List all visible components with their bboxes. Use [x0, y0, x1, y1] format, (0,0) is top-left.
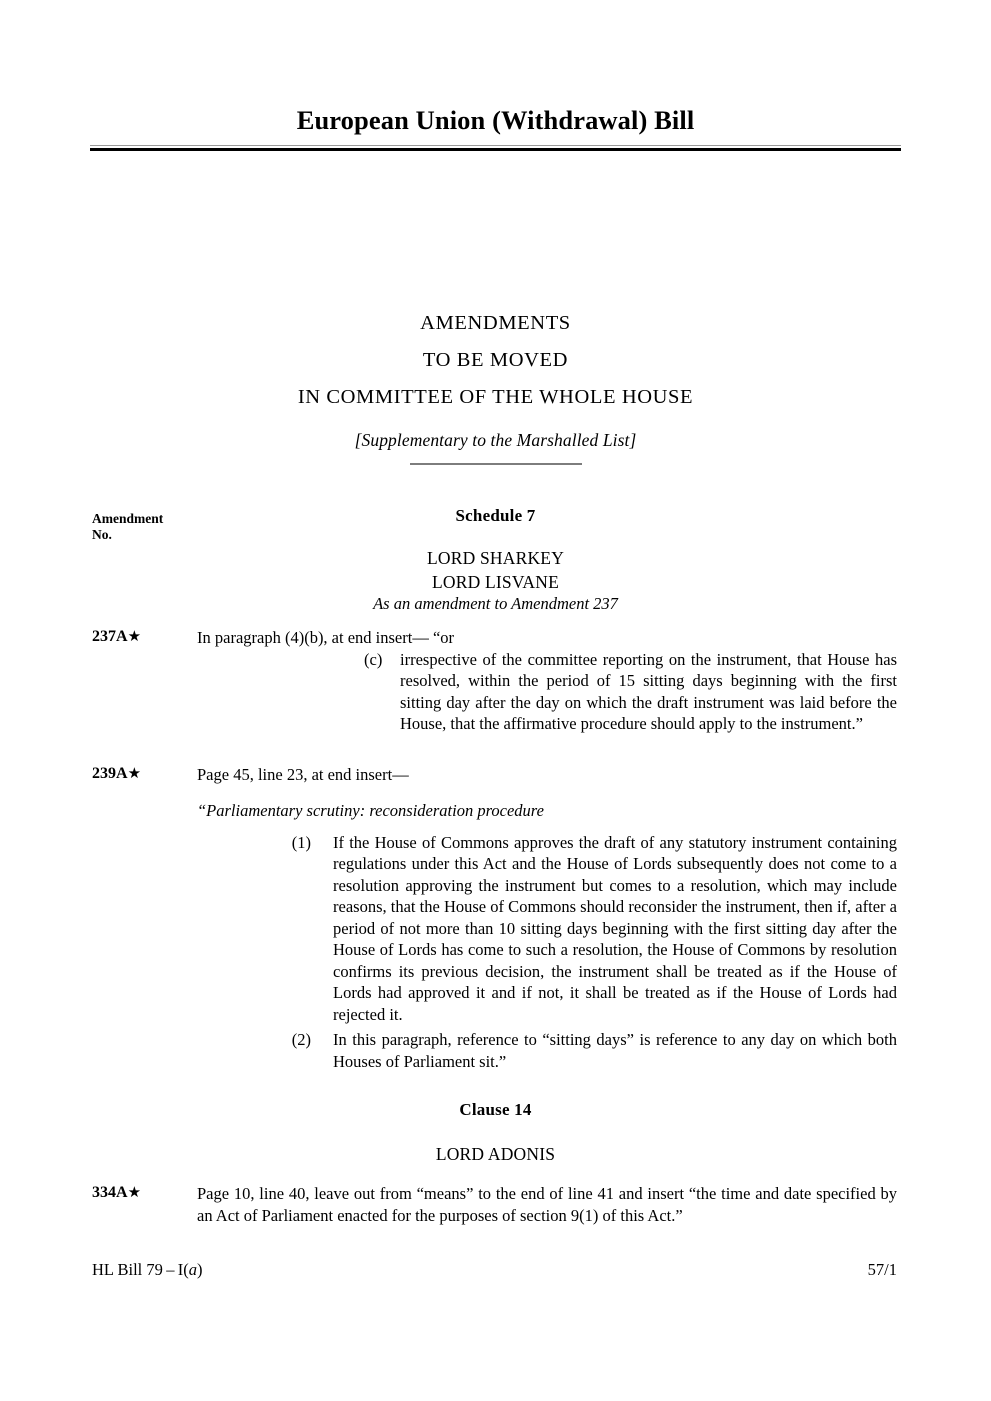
heading-subtitle: [Supplementary to the Marshalled List]	[354, 430, 637, 450]
amendment-no-label-line1: Amendment	[92, 511, 164, 526]
sub-paragraph-1	[265, 832, 897, 1026]
page-title: European Union (Withdrawal) Bill	[296, 105, 695, 135]
bill-reference-suffix: )	[197, 1260, 203, 1279]
sub-paragraph-marker: (1)	[291, 832, 311, 852]
sub-paragraph-2	[265, 1029, 897, 1072]
sponsors-schedule-7	[90, 546, 901, 614]
bill-reference-prefix: HL Bill 79 – I(	[92, 1260, 189, 1279]
amendment-number-239A	[92, 764, 187, 783]
section-divider	[410, 463, 582, 465]
amendment-entry-239A	[92, 764, 897, 1073]
section-heading-schedule-7	[90, 506, 901, 526]
amendment-number-334A	[92, 1183, 187, 1202]
page-footer	[92, 1260, 897, 1280]
amendment-number-237A	[92, 627, 187, 646]
sponsors-clause-14	[90, 1142, 901, 1166]
sub-paragraph-marker: (c)	[364, 649, 383, 669]
amendment-no-label-line2: No.	[92, 527, 112, 542]
sub-paragraph-text: irrespective of the committee reporting on the instrument, that House has resolved, within the period of 15 sitting days beginning with the first sitting day after the day on which the draft instrument was laid before the House, that the affirmative procedure should apply to the instrument.”	[400, 649, 897, 733]
page-number: 57/1	[867, 1260, 897, 1279]
amendment-entry-237A	[92, 627, 897, 735]
amendment-no-label	[92, 511, 202, 543]
section-heading-clause-14	[90, 1100, 901, 1120]
star-icon: ★	[127, 765, 142, 782]
star-icon: ★	[127, 1185, 142, 1201]
amendment-lead-text: In paragraph (4)(b), at end insert— “or	[197, 628, 455, 647]
clause-14-title: Clause 14	[459, 1100, 532, 1119]
sponsor-name: LORD LISVANE	[431, 572, 559, 592]
sub-paragraph-marker: (2)	[291, 1030, 311, 1049]
amendments-heading-block	[90, 305, 901, 451]
sponsor-name: LORD ADONIS	[435, 1144, 556, 1164]
amendment-body-237A	[197, 627, 897, 735]
title-rule-thick	[90, 148, 901, 151]
bill-reference-letter: a	[188, 1260, 197, 1279]
amendment-number-text: 239A	[92, 764, 128, 782]
amendment-body-334A: Page 10, line 40, leave out from “means” to the end of line 41 and insert “the time and date specified by an Act of Parliament enacted for the purposes of section 9(1) of this Act.”	[197, 1184, 897, 1225]
sub-paragraph-c	[364, 649, 897, 735]
schedule-7-title: Schedule 7	[455, 506, 536, 525]
sponsor-name: LORD SHARKEY	[426, 548, 565, 568]
heading-line-in-committee: IN COMMITTEE OF THE WHOLE HOUSE	[297, 386, 694, 408]
amendment-entry-334A	[92, 1183, 897, 1226]
amendment-number-text: 334A	[92, 1184, 128, 1201]
title-rule	[90, 145, 901, 151]
amendment-body-239A	[197, 764, 897, 1073]
quoted-heading: “Parliamentary scrutiny: reconsideration procedure	[197, 801, 544, 820]
as-an-amendment-note: As an amendment to Amendment 237	[373, 594, 618, 613]
star-icon: ★	[127, 629, 142, 645]
heading-line-amendments: AMENDMENTS	[420, 312, 571, 334]
sub-paragraph-text: If the House of Commons approves the draft of any statutory instrument containing regulations under this Act and the House of Lords subsequently does not come to a resolution approving the instrument but comes to a resolution, which may include reasons, that the House of Commons should reconsider the instrument, then if, after a period of not more than 10 sitting days beginning with the first sitting day after the House of Lords has come to such a resolution, the House of Commons by resolution confirms its previous decision, the instrument shall be treated as if the House of Lords had approved it and if not, it shall be treated as if the House of Lords had rejected it.	[333, 832, 897, 1024]
sub-paragraph-text: In this paragraph, reference to “sitting days” is reference to any day on which both Houses of Parliament sit.”	[333, 1030, 897, 1071]
amendment-number-text: 237A	[92, 628, 128, 645]
amendment-lead-text: Page 45, line 23, at end insert—	[197, 764, 409, 784]
bill-reference	[92, 1260, 203, 1280]
heading-line-to-be-moved: TO BE MOVED	[422, 349, 569, 371]
